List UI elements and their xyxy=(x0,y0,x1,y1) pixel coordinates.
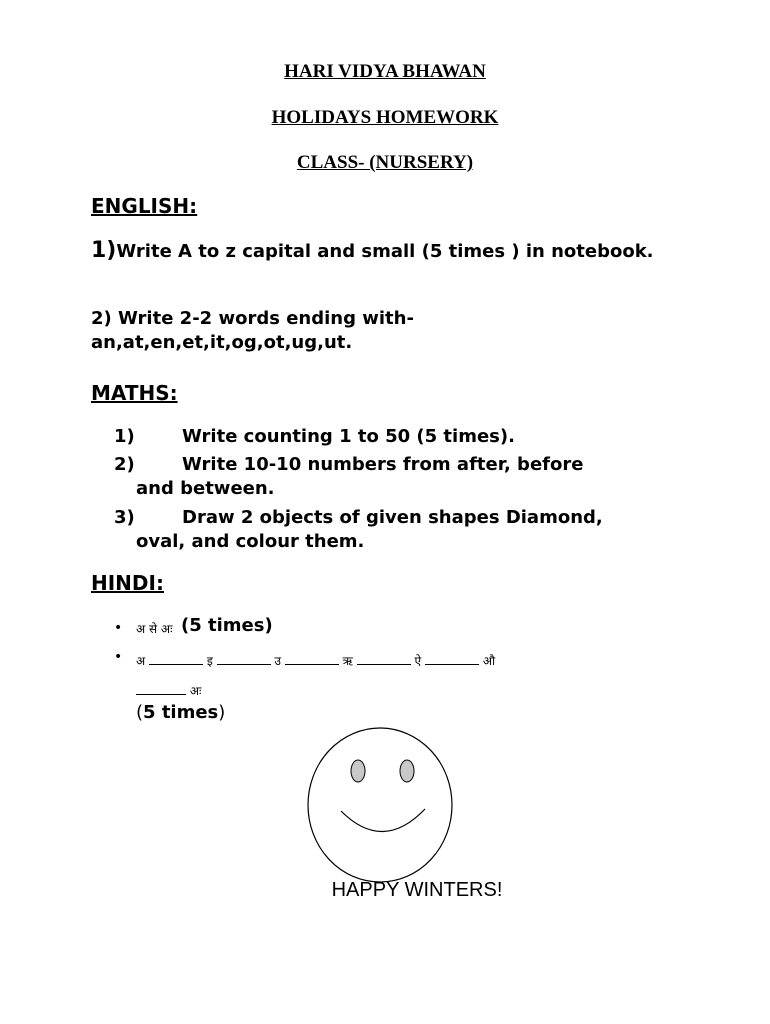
english-item-2: 2) Write 2-2 words ending with- an,at,en,et,it,og,ot,ug,ut. xyxy=(91,308,414,353)
smiley-left-eye xyxy=(351,760,365,782)
hindi-item-2-line-2 xyxy=(136,682,201,699)
maths-item-3-continuation: oval, and colour them. xyxy=(136,531,365,552)
blank-line xyxy=(136,682,186,695)
paren-open: ( xyxy=(136,702,144,723)
blank-line xyxy=(425,652,479,665)
hindi-item-1-times xyxy=(181,615,273,636)
document-title: HOLIDAYS HOMEWORK xyxy=(271,107,499,128)
english-item-1 xyxy=(91,239,691,264)
closing-greeting: HAPPY WINTERS! xyxy=(331,879,503,901)
hindi-item-2-times xyxy=(136,702,225,723)
hindi-heading: HINDI: xyxy=(91,571,164,595)
hindi-item-1-letters: अ से अः xyxy=(136,622,173,636)
maths-heading: MATHS: xyxy=(91,381,178,405)
smiley-face-drawing xyxy=(305,725,455,885)
maths-item-2-number: 2) xyxy=(114,454,135,475)
smiley-right-eye xyxy=(400,760,414,782)
maths-item-2-continuation: and between. xyxy=(136,478,275,499)
maths-item-1-text: Write counting 1 to 50 (5 times). xyxy=(182,426,515,447)
school-name: HARI VIDYA BHAWAN xyxy=(284,61,486,82)
hindi-letter-ah: अः xyxy=(189,684,202,698)
hindi-bullet-1: • xyxy=(114,620,123,636)
hindi-letter-i: इ xyxy=(206,654,213,668)
maths-item-3-text: Draw 2 objects of given shapes Diamond, xyxy=(182,507,603,528)
hindi-item-1-times-text: (5 times) xyxy=(181,615,273,636)
hindi-letter-au: औ xyxy=(482,654,496,668)
hindi-letter-u: उ xyxy=(274,654,281,668)
hindi-bullet-2: • xyxy=(114,649,123,665)
english-item-1-number: 1) xyxy=(91,238,117,263)
hindi-letter-a: अ xyxy=(136,654,146,668)
maths-item-3-number: 3) xyxy=(114,507,135,528)
hindi-letter-ai: ऐ xyxy=(414,654,422,668)
paren-close: ) xyxy=(218,702,226,723)
blank-line xyxy=(149,652,203,665)
class-label: CLASS- (NURSERY) xyxy=(296,152,474,173)
blank-line xyxy=(217,652,271,665)
hindi-item-2-line xyxy=(136,652,495,669)
blank-line xyxy=(357,652,411,665)
maths-item-3 xyxy=(114,506,674,554)
english-heading: ENGLISH: xyxy=(91,194,198,218)
maths-item-2 xyxy=(114,453,674,501)
maths-item-2-text: Write 10-10 numbers from after, before xyxy=(182,454,584,475)
maths-item-1 xyxy=(114,425,674,449)
english-item-1-text: Write A to z capital and small (5 times ) in notebook. xyxy=(116,241,654,262)
hindi-item-2-times-text: 5 times xyxy=(143,702,219,723)
maths-item-1-number: 1) xyxy=(114,426,135,447)
blank-line xyxy=(285,652,339,665)
smiley-face-outline xyxy=(308,728,452,882)
hindi-letter-ri: ऋ xyxy=(342,654,353,668)
